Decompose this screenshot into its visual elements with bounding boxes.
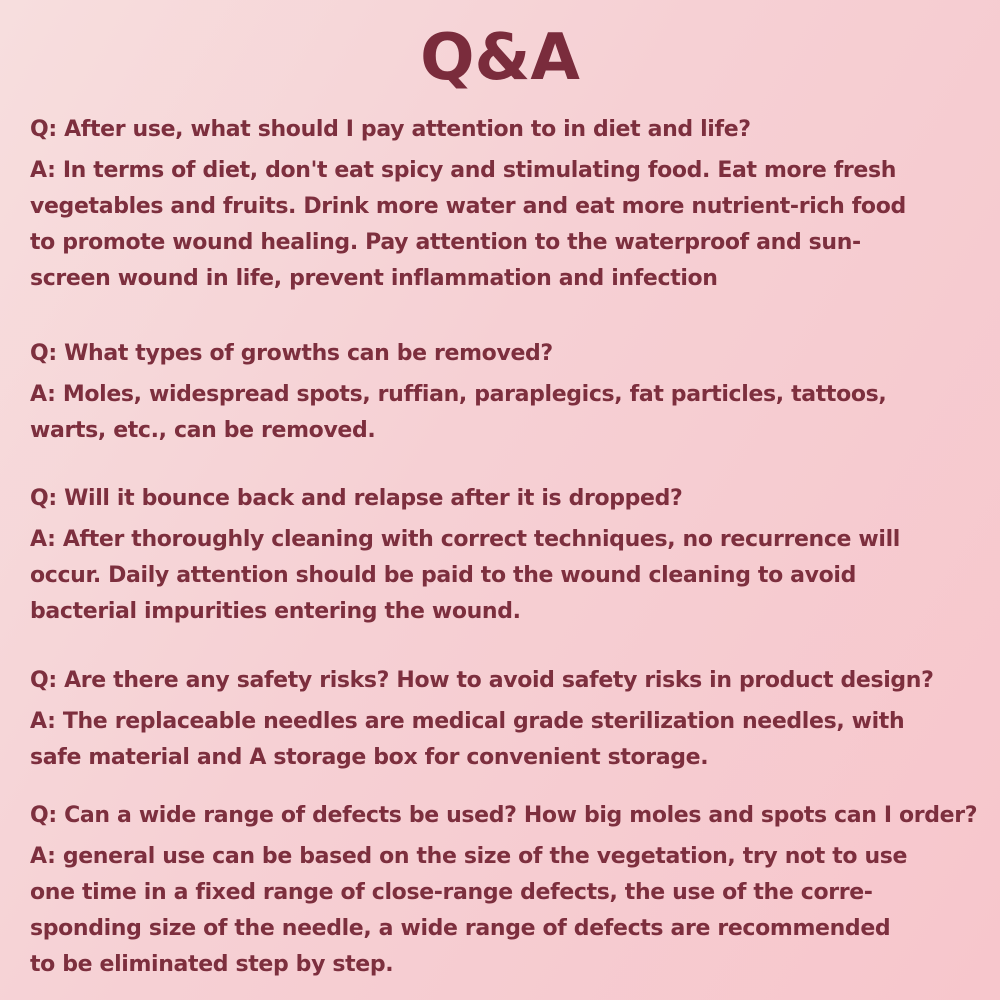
answer-line: A: Moles, widespread spots, ruffian, paraplegics, fat particles, tattoos, [30, 382, 887, 407]
answer-line: screen wound in life, prevent inflammation and infection [30, 266, 718, 291]
answer-line: to promote wound healing. Pay attention to the waterproof and sun- [30, 230, 861, 255]
answer-text [30, 153, 985, 297]
question-text: Q: What types of growths can be removed? [30, 341, 553, 366]
qa-item-3 [30, 481, 985, 630]
answer-line: A: In terms of diet, don't eat spicy and stimulating food. Eat more fresh [30, 158, 897, 183]
answer-line: occur. Daily attention should be paid to the wound cleaning to avoid [30, 563, 857, 588]
answer-line: to be eliminated step by step. [30, 952, 394, 977]
question-text: Q: After use, what should I pay attention to in diet and life? [30, 117, 751, 142]
page-title: Q&A [420, 21, 580, 95]
answer-text [30, 704, 985, 776]
answer-line: one time in a fixed range of close-range defects, the use of the corre- [30, 880, 873, 905]
answer-line: A: general use can be based on the size of the vegetation, try not to use [30, 844, 908, 869]
qa-item-2 [30, 336, 985, 449]
answer-text [30, 839, 985, 983]
qa-item-5 [30, 798, 985, 983]
question-text: Q: Will it bounce back and relapse after it is dropped? [30, 486, 683, 511]
question-text: Q: Are there any safety risks? How to avoid safety risks in product design? [30, 668, 934, 693]
answer-text [30, 377, 985, 449]
answer-line: safe material and A storage box for convenient storage. [30, 745, 709, 770]
qa-item-4 [30, 663, 985, 776]
answer-line: A: After thoroughly cleaning with correct techniques, no recurrence will [30, 527, 900, 552]
answer-text [30, 522, 985, 630]
answer-line: sponding size of the needle, a wide range of defects are recommended [30, 916, 891, 941]
answer-line: vegetables and fruits. Drink more water and eat more nutrient-rich food [30, 194, 906, 219]
question-text: Q: Can a wide range of defects be used? How big moles and spots can I order? [30, 803, 978, 828]
qa-item-1 [30, 112, 985, 297]
answer-line: A: The replaceable needles are medical grade sterilization needles, with [30, 709, 905, 734]
answer-line: warts, etc., can be removed. [30, 418, 376, 443]
answer-line: bacterial impurities entering the wound. [30, 599, 521, 624]
